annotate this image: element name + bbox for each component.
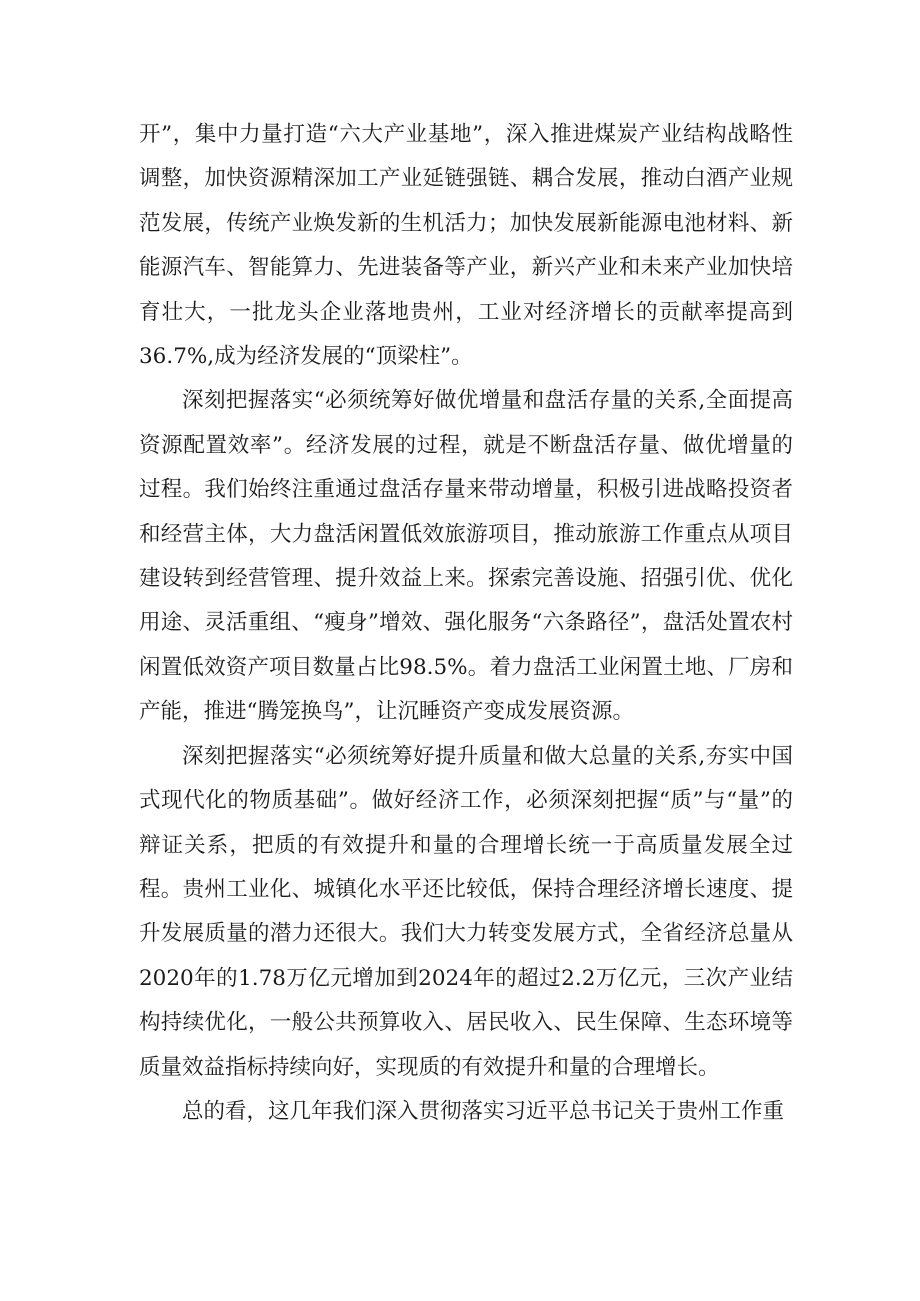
paragraph-stock-and-increment: 深刻把握落实“必须统筹好做优增量和盘活存量的关系,全面提高资源配置效率”。经济发展的过程，就是不断盘活存量、做优增量的过程。我们始终注重通过盘活存量来带动增量，积极引进战略投资者和经营主体，大力盘活闲置低效旅游项目，推动旅游工作重点从项目建设转到经营管理、提升效益上来。探索完善设施、招强引优、优化用途、灵活重组、“瘦身”增效、强化服务“六条路径”，盘活处置农村闲置低效资产项目数量占比98.5%。着力盘活工业闲置土地、厂房和产能，推进“腾笼换鸟”，让沉睡资产变成发展资源。 (139, 388, 793, 725)
paragraph-summary: 总的看，这几年我们深入贯彻落实习近平总书记关于贵州工作重 (182, 1098, 785, 1124)
document-body (139, 113, 793, 1134)
paragraph-quality-and-quantity: 深刻把握落实“必须统筹好提升质量和做大总量的关系,夯实中国式现代化的物质基础”。做好经济工作，必须深刻把握“质”与“量”的辩证关系，把质的有效提升和量的合理增长统一于高质量发展全过程。贵州工业化、城镇化水平还比较低，保持合理经济增长速度、提升发展质量的潜力还很大。我们大力转变发展方式，全省经济总量从2020年的1.78万亿元增加到2024年的超过2.2万亿元，三次产业结构持续优化，一般公共预算收入、居民收入、民生保障、生态环境等质量效益指标持续向好，实现质的有效提升和量的合理增长。 (139, 743, 793, 1080)
paragraph-continued: 开”，集中力量打造“六大产业基地”，深入推进煤炭产业结构战略性调整，加快资源精深加工产业延链强链、耦合发展，推动白酒产业规范发展，传统产业焕发新的生机活力；加快发展新能源电池材料、新能源汽车、智能算力、先进装备等产业，新兴产业和未来产业加快培育壮大，一批龙头企业落地贵州，工业对经济增长的贡献率提高到36.7%,成为经济发展的“顶梁柱”。 (139, 122, 793, 370)
